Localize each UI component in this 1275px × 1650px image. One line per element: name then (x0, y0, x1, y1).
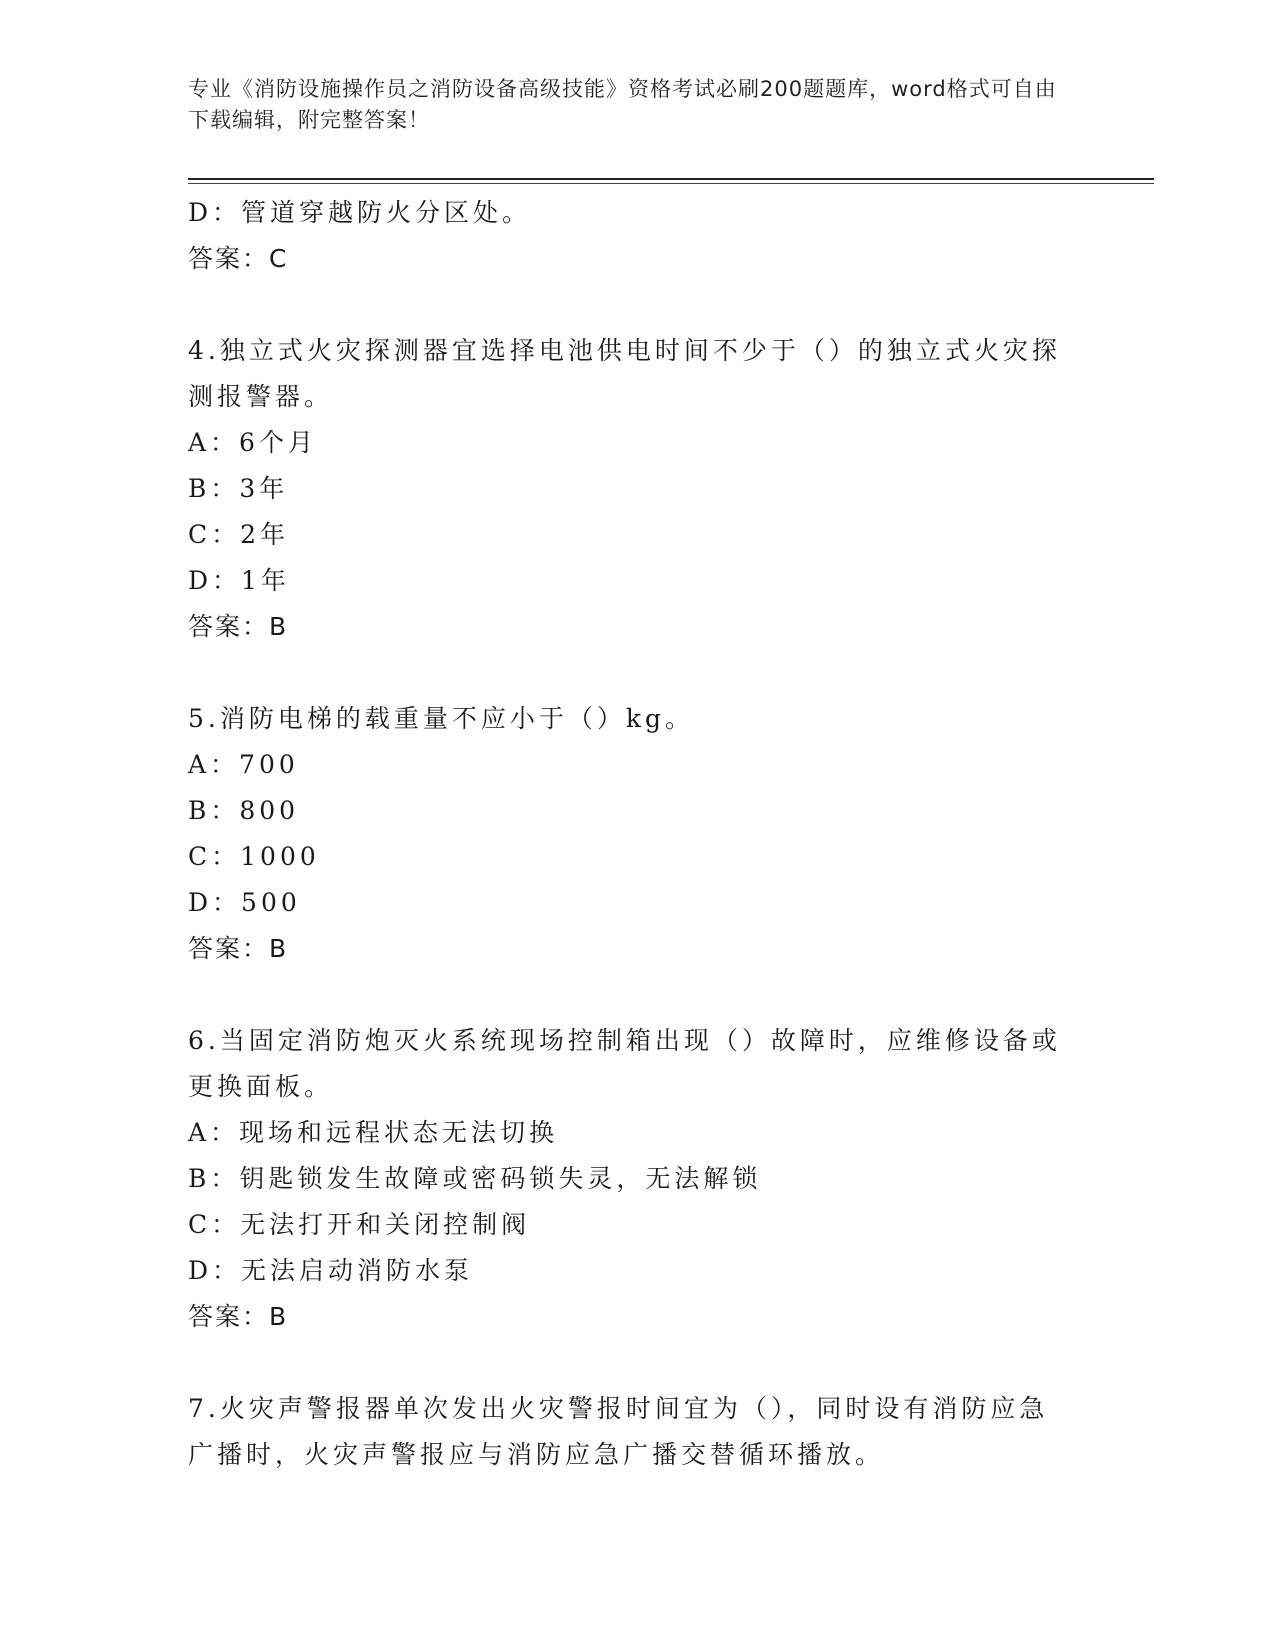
answer-line: 答案：B (188, 1302, 289, 1331)
option-d: D：500 (188, 888, 301, 917)
answer-line: 答案：C (188, 244, 289, 273)
question-7 (188, 1386, 1068, 1478)
question-stem: 7.火灾声警报器单次发出火灾警报时间宜为（），同时设有消防应急广播时，火灾声警报应与消防应急广播交替循环播放。 (188, 1394, 1049, 1469)
option-c: C：无法打开和关闭控制阀 (188, 1210, 531, 1239)
option-c: C：2年 (188, 520, 290, 549)
answer-line: 答案：B (188, 612, 289, 641)
header-divider-thick (188, 178, 1154, 180)
question-6 (188, 1018, 1068, 1340)
document-header: 专业《消防设施操作员之消防设备高级技能》资格考试必刷200题题库，word格式可自由下载编辑，附完整答案！ (188, 77, 1057, 132)
option-c: C：1000 (188, 842, 320, 871)
option-a: A：6个月 (188, 428, 317, 457)
question-4 (188, 328, 1068, 650)
question-stem: 5.消防电梯的载重量不应小于（）kg。 (188, 704, 695, 733)
answer-line: 答案：B (188, 934, 289, 963)
question-3-tail (188, 190, 1068, 282)
option-b: B：800 (188, 796, 300, 825)
question-5 (188, 696, 1068, 972)
option-d: D：1年 (188, 566, 290, 595)
option-b: B：钥匙锁发生故障或密码锁失灵，无法解锁 (188, 1164, 762, 1193)
header-divider-thin (188, 183, 1154, 184)
option-b: B：3年 (188, 474, 289, 503)
option-a: A：现场和远程状态无法切换 (188, 1118, 559, 1147)
option-d: D：无法启动消防水泵 (188, 1256, 474, 1285)
question-stem: 6.当固定消防炮灭火系统现场控制箱出现（）故障时，应维修设备或更换面板。 (188, 1026, 1061, 1101)
option-a: A：700 (188, 750, 299, 779)
question-stem: 4.独立式火灾探测器宜选择电池供电时间不少于（）的独立式火灾探测报警器。 (188, 336, 1061, 411)
question-list (188, 190, 1068, 1478)
option-d: D：管道穿越防火分区处。 (188, 198, 532, 227)
